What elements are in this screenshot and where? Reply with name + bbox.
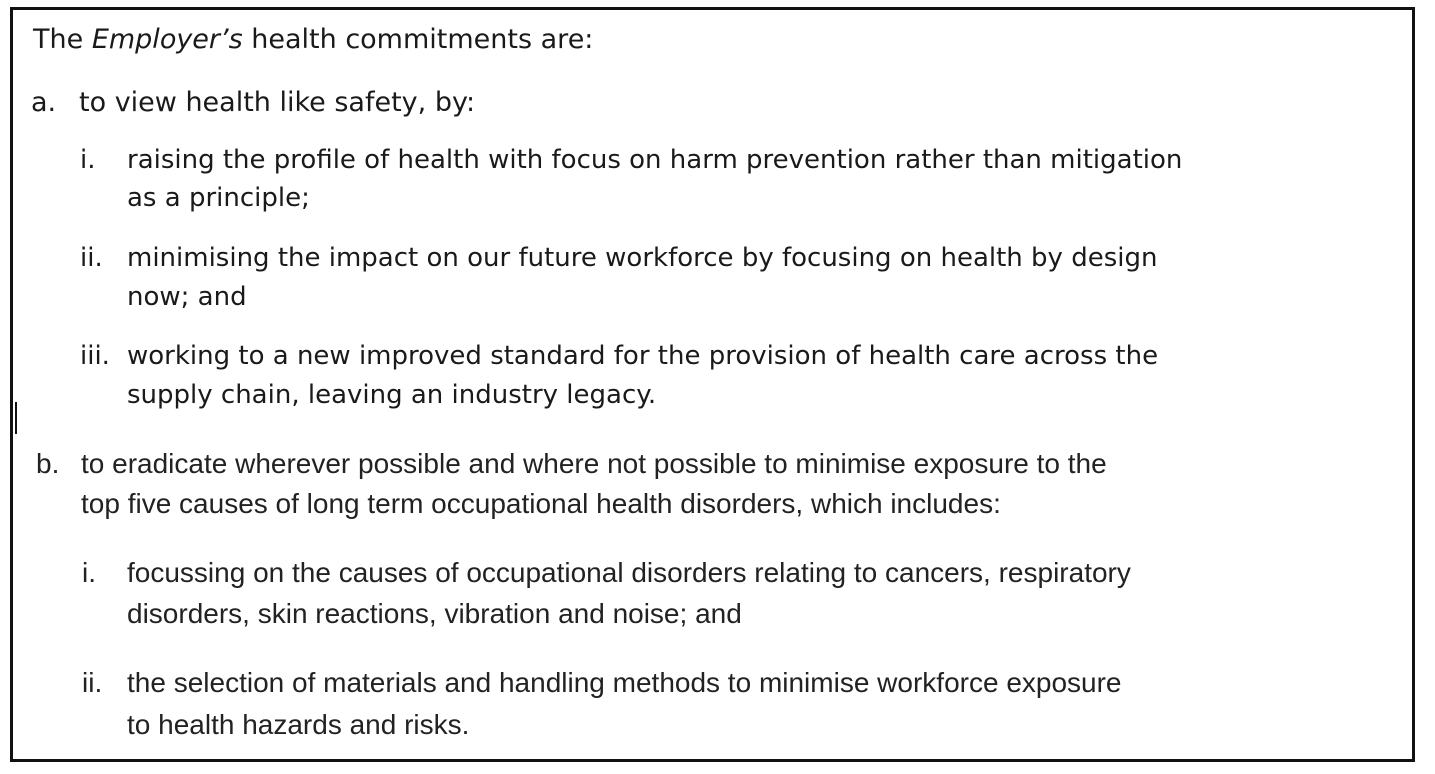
heading-emphasis: Employer’s: [91, 24, 243, 55]
sub-item-marker: ii.: [82, 667, 103, 698]
sub-item-line: focussing on the causes of occupational disorders relating to cancers, respiratory: [127, 557, 1131, 588]
sub-item-line: to health hazards and risks.: [127, 709, 470, 740]
sub-item-line: minimising the impact on our future workforce by focusing on health by design: [127, 243, 1158, 273]
heading-suffix: health commitments are:: [242, 24, 594, 55]
item-marker: a.: [31, 87, 57, 118]
text-cursor: [15, 402, 17, 434]
sub-item-line: supply chain, leaving an industry legacy.: [127, 380, 657, 410]
sub-item-marker: i.: [82, 557, 96, 588]
sub-item-line: working to a new improved standard for the provision of health care across the: [127, 341, 1159, 371]
sub-item-marker: i.: [80, 145, 96, 175]
page-heading: [33, 22, 593, 58]
sub-item-line: as a principle;: [127, 183, 310, 213]
sub-item-marker: ii.: [80, 243, 103, 273]
sub-item-line: the selection of materials and handling methods to minimise workforce exposure: [127, 667, 1122, 698]
sub-item-marker: iii.: [80, 341, 110, 371]
item-line: top five causes of long term occupational health disorders, which includes:: [81, 488, 1001, 519]
item-line: to eradicate wherever possible and where not possible to minimise exposure to the: [81, 448, 1107, 479]
sub-item-line: raising the profile of health with focus on harm prevention rather than mitigation: [127, 145, 1183, 175]
sub-item-line: now; and: [127, 282, 247, 312]
heading-prefix: The: [33, 24, 92, 55]
sub-item-line: disorders, skin reactions, vibration and noise; and: [127, 598, 742, 629]
item-marker: b.: [36, 448, 60, 479]
item-text: to view health like safety, by:: [79, 87, 476, 118]
